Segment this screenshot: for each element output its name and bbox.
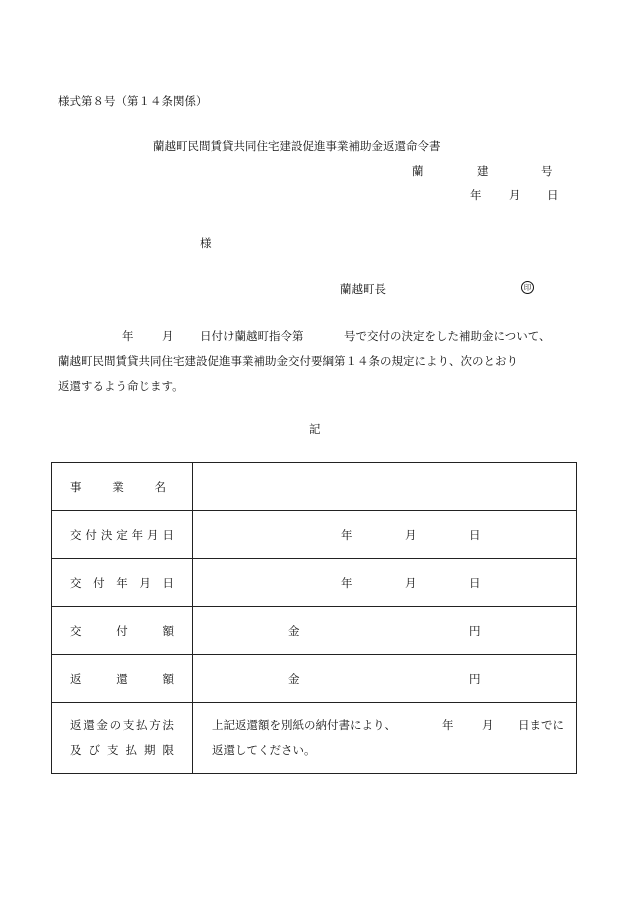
project-name-value — [193, 463, 577, 511]
return-amount-value: 金 円 — [193, 655, 577, 703]
record-heading: 記 — [309, 422, 321, 436]
seal-mark: 印 — [521, 281, 534, 294]
body-month: 月 — [162, 329, 174, 343]
grant-date-label: 交 付 年 月 日 — [52, 559, 193, 607]
issue-date-month: 月 — [509, 188, 521, 202]
addressee-honorific: 様 — [200, 236, 212, 250]
body-line-3: 返還するよう命じます。 — [58, 379, 184, 393]
project-name-label: 事 業 名 — [52, 463, 193, 511]
payment-method-label: 返 還 金 の 支 払 方 法 及 び 支 払 期 限 — [52, 703, 193, 774]
grant-amount-value: 金 円 — [193, 607, 577, 655]
doc-number-prefix: 蘭 — [412, 164, 424, 178]
body-line-2: 蘭越町民間賃貸共同住宅建設促進事業補助金交付要綱第１４条の規定により、次のとおり — [58, 354, 518, 368]
table-row-project-name — [52, 463, 577, 511]
details-table — [51, 462, 577, 774]
table-row-grant-date — [52, 559, 577, 607]
doc-number-suffix: 号 — [541, 164, 553, 178]
return-amount-label: 返 還 額 — [52, 655, 193, 703]
grant-date-value: 年 月 日 — [193, 559, 577, 607]
issuer-name: 蘭越町長 — [340, 282, 386, 296]
form-number: 様式第８号（第１４条関係） — [58, 94, 208, 108]
document-title: 蘭越町民間賃貸共同住宅建設促進事業補助金返還命令書 — [153, 139, 441, 153]
body-order-ref: 日付け蘭越町指令第 — [200, 329, 304, 343]
payment-method-value: 上記返還額を別紙の納付書により、 年 月 日までに 返還してください。 — [193, 703, 577, 774]
body-paragraph — [58, 324, 598, 399]
table-row-payment-method — [52, 703, 577, 774]
table-row-return-amount — [52, 655, 577, 703]
issue-date-year: 年 — [470, 188, 482, 202]
table-row-grant-amount — [52, 607, 577, 655]
grant-amount-label: 交 付 額 — [52, 607, 193, 655]
body-grant-decision: 号で交付の決定をした補助金について、 — [344, 329, 551, 343]
decision-date-label: 交 付 決 定 年 月 日 — [52, 511, 193, 559]
issue-date-day: 日 — [547, 188, 559, 202]
decision-date-value: 年 月 日 — [193, 511, 577, 559]
table-row-decision-date — [52, 511, 577, 559]
body-year: 年 — [122, 329, 134, 343]
doc-number-middle: 建 — [477, 164, 489, 178]
